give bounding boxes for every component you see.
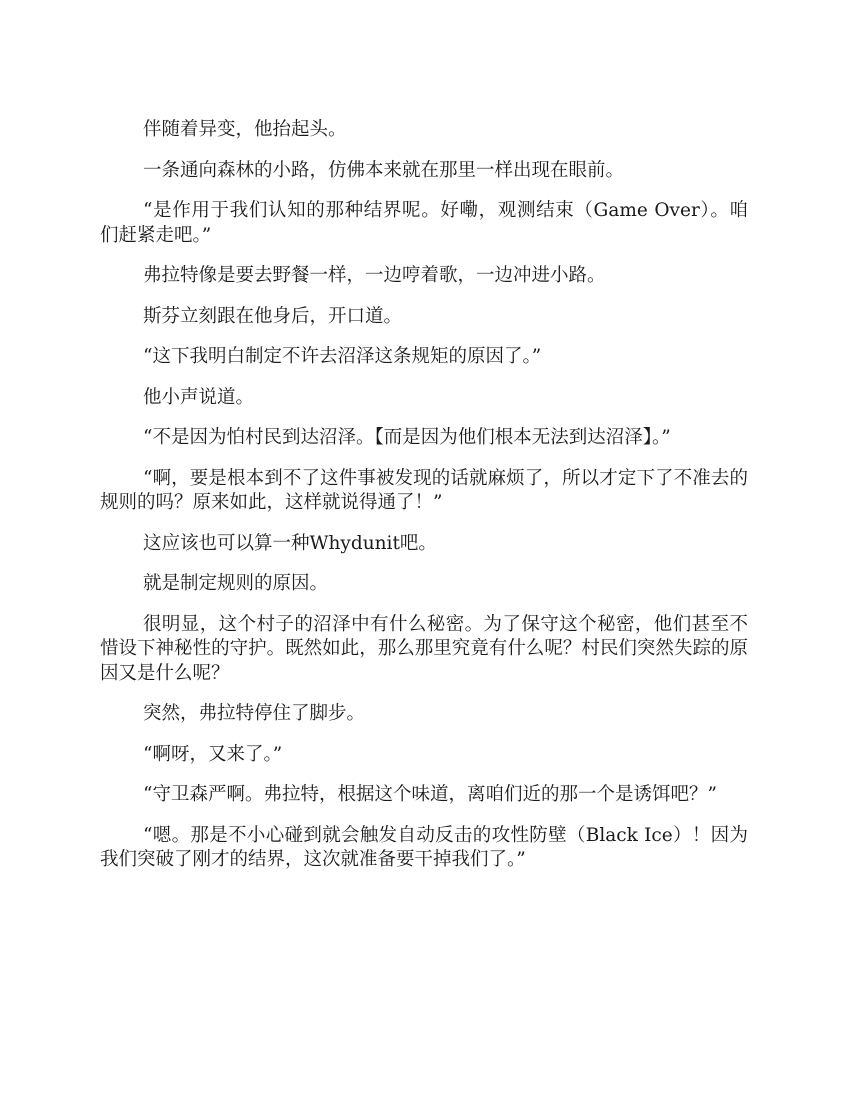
paragraph-6: “这下我明白制定不许去沼泽这条规矩的原因了。” (143, 346, 542, 367)
paragraph-5: 斯芬立刻跟在他身后，开口道。 (143, 305, 403, 327)
paragraph-15: “守卫森严啊。弗拉特，根据这个味道，离咱们近的那一个是诱饵吧？” (143, 784, 717, 805)
paragraph-12: 很明显，这个村子的沼泽中有什么秘密。为了保守这个秘密，他们甚至不惜设下神秘性的守护。既然如此，那么那里究竟有什么呢？村民们突然失踪的原因又是什么呢？ (100, 613, 748, 684)
paragraph-9: “啊，要是根本到不了这件事被发现的话就麻烦了，所以才定下了不准去的规则的吗？原来如此，这样就说得通了！” (100, 467, 748, 513)
paragraph-2: 一条通向森林的小路，仿佛本来就在那里一样出现在眼前。 (143, 159, 625, 181)
paragraph-1: 伴随着异变，他抬起头。 (143, 119, 347, 140)
document-page (100, 118, 748, 889)
paragraph-13: 突然，弗拉特停住了脚步。 (143, 703, 366, 724)
paragraph-7: 他小声说道。 (143, 386, 255, 408)
paragraph-14: “啊呀，又来了。” (143, 743, 283, 765)
paragraph-11: 就是制定规则的原因。 (143, 573, 329, 594)
paragraph-8: “不是因为怕村民到达沼泽。【而是因为他们根本无法到达沼泽】。” (143, 427, 671, 448)
paragraph-10: 这应该也可以算一种Whydunit吧。 (143, 532, 437, 554)
paragraph-4: 弗拉特像是要去野餐一样，一边哼着歌，一边冲进小路。 (143, 265, 606, 286)
paragraph-16: “嗯。那是不小心碰到就会触发自动反击的攻性防壁（Black Ice）！因为我们突破了刚才的结界，这次就准备要干掉我们了。” (100, 824, 748, 870)
paragraph-3: “是作用于我们认知的那种结界呢。好嘞，观测结束（Game Over）。咱们赶紧走吧。” (100, 200, 748, 246)
